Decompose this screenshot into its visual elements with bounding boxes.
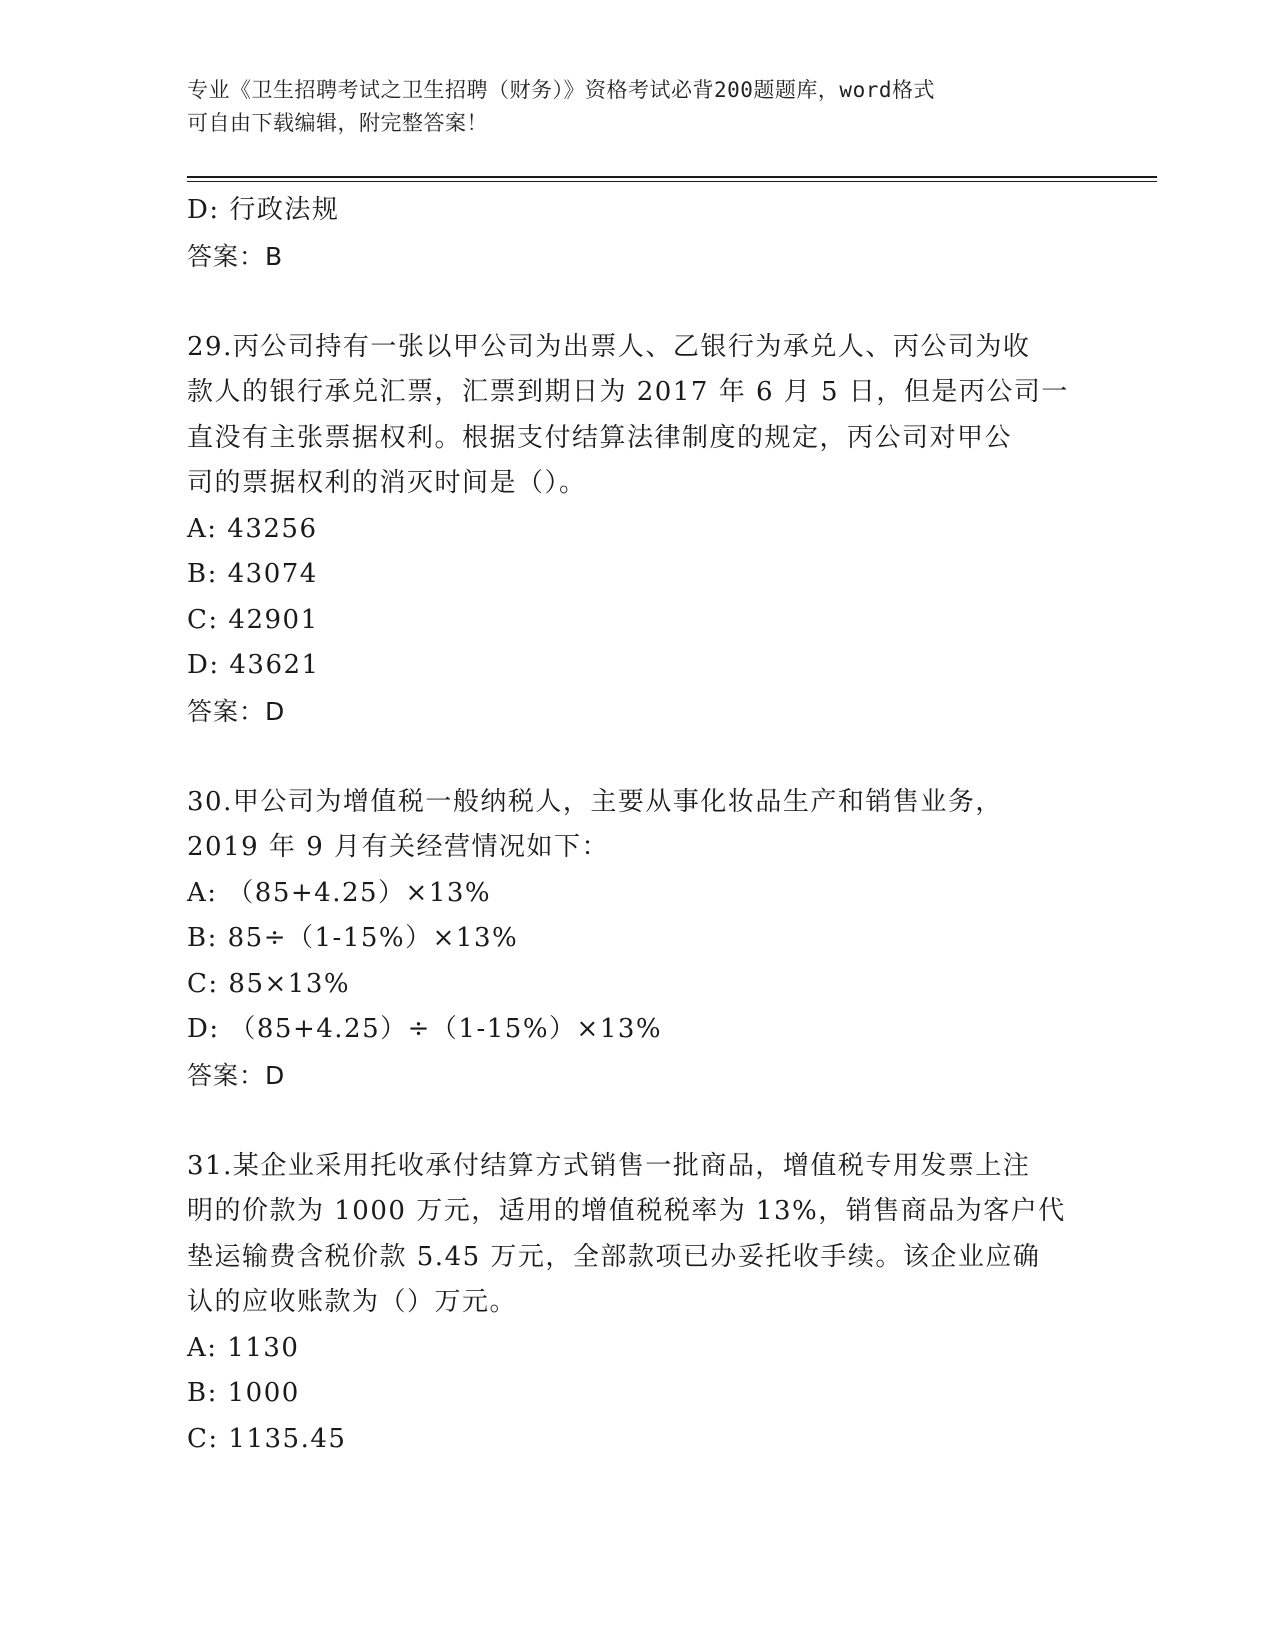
question-stem-line: 司的票据权利的消灭时间是（）。 [187, 468, 587, 498]
option-a: A: 43256 [187, 513, 318, 544]
header-line-2: 可自由下载编辑，附完整答案！ [187, 111, 488, 135]
option-a: A: （85+4.25）×13% [187, 877, 492, 908]
option-d: D: 43621 [187, 650, 320, 680]
option-a: A: 1130 [187, 1332, 300, 1363]
question-stem-line: 款人的银行承兑汇票，汇票到期日为 2017 年 6 月 5 日，但是丙公司一 [187, 377, 1069, 407]
option-c: C: 1135.45 [187, 1423, 347, 1454]
question-29 [187, 325, 1087, 735]
spacer [187, 1098, 1087, 1144]
option-b: B: 1000 [187, 1378, 300, 1408]
question-stem-line: 30.甲公司为增值税一般纳税人，主要从事化妆品生产和销售业务， [187, 786, 1003, 817]
spacer [187, 279, 1087, 325]
question-stem-line: 31.某企业采用托收承付结算方式销售一批商品，增值税专用发票上注 [187, 1150, 1031, 1181]
question-stem-line: 2019 年 9 月有关经营情况如下： [187, 832, 610, 862]
question-stem-line: 垫运输费含税价款 5.45 万元，全部款项已办妥托收手续。该企业应确 [187, 1241, 1041, 1272]
option-c: C: 85×13% [187, 968, 351, 999]
question-28-tail [187, 188, 1087, 279]
question-content [187, 188, 1087, 1462]
answer-line: 答案：D [187, 696, 286, 726]
question-30 [187, 780, 1087, 1099]
header-rule-thick [187, 176, 1157, 178]
option-c: C: 42901 [187, 604, 319, 635]
document-header [187, 74, 1067, 140]
answer-line: 答案：B [187, 241, 284, 271]
option-d: D: 行政法规 [187, 195, 340, 225]
spacer [187, 734, 1087, 780]
answer-line: 答案：D [187, 1060, 286, 1090]
header-line-1: 专业《卫生招聘考试之卫生招聘（财务）》资格考试必背200题题库，word格式 [187, 78, 935, 102]
question-stem-line: 29.丙公司持有一张以甲公司为出票人、乙银行为承兑人、丙公司为收 [187, 331, 1031, 362]
question-31 [187, 1144, 1087, 1463]
question-stem-line: 明的价款为 1000 万元，适用的增值税税率为 13%，销售商品为客户代 [187, 1196, 1066, 1226]
option-b: B: 43074 [187, 559, 318, 589]
header-rule-thin [187, 181, 1157, 182]
option-d: D: （85+4.25）÷（1-15%）×13% [187, 1014, 663, 1044]
question-stem-line: 直没有主张票据权利。根据支付结算法律制度的规定，丙公司对甲公 [187, 422, 1013, 453]
question-stem-line: 认的应收账款为（）万元。 [187, 1287, 518, 1317]
option-b: B: 85÷（1-15%）×13% [187, 923, 519, 953]
